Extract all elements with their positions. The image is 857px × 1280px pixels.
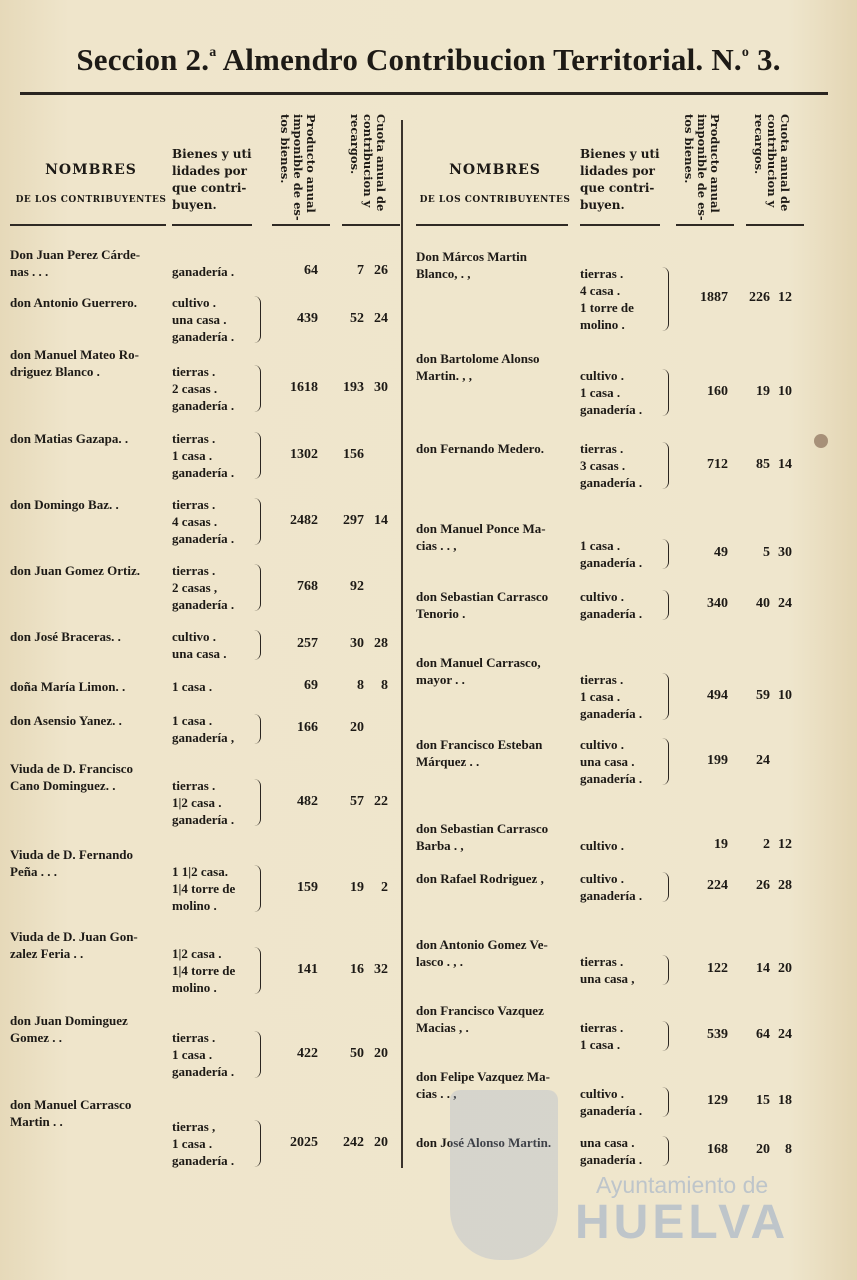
brace-mark <box>662 872 669 902</box>
quota-reales: 57 <box>350 793 364 809</box>
product-value: 49 <box>714 545 728 560</box>
header-rule-2 <box>272 224 330 226</box>
goods-list: cultivo . ganadería . <box>580 1086 643 1118</box>
brace-mark <box>254 365 261 412</box>
product-value: 129 <box>707 1093 728 1108</box>
contributor-name: don Domingo Baz. . <box>10 497 119 512</box>
quota-maravedis: 28 <box>778 878 792 893</box>
goods-list: 1 casa . ganadería . <box>580 538 643 570</box>
contributor-name: Viuda de D. Fernando Peña . . . <box>10 847 134 879</box>
quota-maravedis: 22 <box>374 793 388 809</box>
goods-list: tierras . 3 casas . ganadería . <box>580 441 643 490</box>
header-names <box>416 110 574 228</box>
product-value: 422 <box>297 1045 318 1061</box>
contributor-name: don Felipe Vazquez Ma- cias . . , <box>416 1069 550 1101</box>
product-value: 439 <box>297 310 318 326</box>
quota-reales: 16 <box>350 961 364 977</box>
contributor-name: don Asensio Yanez. . <box>10 713 122 728</box>
header-rule-2 <box>676 224 734 226</box>
quota-reales: 19 <box>756 383 770 399</box>
quota-reales: 297 <box>343 512 364 528</box>
quota-reales: 30 <box>350 636 364 651</box>
quota-reales: 242 <box>343 1134 364 1150</box>
product-value: 19 <box>714 836 728 852</box>
quota-maravedis: 20 <box>374 1134 388 1150</box>
quota-maravedis: 24 <box>778 596 792 611</box>
title-number-label: N. <box>711 42 742 77</box>
title-number-sup: o <box>741 45 750 60</box>
quota-reales: 8 <box>357 677 364 693</box>
contributor-name: Viuda de D. Francisco Cano Dominguez. . <box>10 761 134 793</box>
product-value: 539 <box>707 1027 728 1042</box>
product-value: 340 <box>707 596 728 611</box>
brace-mark <box>254 630 261 660</box>
quota-reales: 85 <box>756 456 770 472</box>
product-value: 257 <box>297 636 318 651</box>
header-rule-1 <box>580 224 660 226</box>
quota-maravedis: 18 <box>778 1093 792 1108</box>
product-value: 122 <box>707 961 728 976</box>
goods-list: tierras . 1 casa . <box>580 1020 624 1052</box>
quota-reales: 64 <box>756 1027 770 1042</box>
brace-mark <box>662 267 669 331</box>
header-rule-3 <box>342 224 400 226</box>
goods-list: una casa . ganadería . <box>580 1135 643 1167</box>
header-rule-1 <box>172 224 252 226</box>
quota-reales: 15 <box>756 1093 770 1108</box>
header-product: Producto anual imponible de es- tos bienes. <box>278 114 318 221</box>
contributor-name: don José Alonso Martin. <box>416 1135 552 1150</box>
goods-list: tierras . 1 casa . ganadería . <box>172 1030 235 1079</box>
brace-mark <box>662 1021 669 1051</box>
contributor-name: don Manuel Ponce Ma- cias . . , <box>416 521 546 553</box>
contributor-name: don Rafael Rodriguez , <box>416 871 544 886</box>
brace-mark <box>254 714 261 744</box>
brace-mark <box>662 955 669 985</box>
quota-reales: 7 <box>357 262 364 278</box>
header-names <box>10 110 172 228</box>
brace-mark <box>254 296 261 343</box>
contributor-name: don Antonio Guerrero. <box>10 295 138 310</box>
header-quota: Cuota anual de contribucion y recargos. <box>752 114 792 212</box>
header-goods: Bienes y uti lidades por que contri- buyen. <box>172 147 252 212</box>
product-value: 712 <box>707 456 728 472</box>
goods-list: cultivo . ganadería . <box>580 871 643 903</box>
quota-maravedis: 8 <box>381 677 388 693</box>
contributor-name: Don Márcos Martin Blanco, . , <box>416 249 527 281</box>
goods-list: 1 casa . ganadería , <box>172 713 235 745</box>
goods-list: cultivo . una casa . ganadería . <box>580 737 643 786</box>
brace-mark <box>662 442 669 489</box>
contributor-name: don Juan Gomez Ortiz. <box>10 563 140 578</box>
product-value: 64 <box>304 262 318 278</box>
quota-maravedis: 12 <box>778 836 792 852</box>
quota-reales: 193 <box>343 379 364 395</box>
header-rule-0 <box>10 224 166 226</box>
contributor-name: Viuda de D. Juan Gon- zalez Feria . . <box>10 929 138 961</box>
quota-reales: 26 <box>756 878 770 893</box>
product-value: 2025 <box>290 1134 318 1150</box>
goods-list: cultivo . <box>580 838 625 853</box>
quota-reales: 19 <box>350 879 364 895</box>
brace-mark <box>254 1120 261 1167</box>
contributor-name: don Manuel Carrasco Martin . . <box>10 1097 132 1129</box>
quota-maravedis: 24 <box>778 1027 792 1042</box>
contributor-name: don Fernando Medero. <box>416 441 544 456</box>
quota-maravedis: 24 <box>374 310 388 326</box>
brace-mark <box>254 779 261 826</box>
product-value: 159 <box>297 879 318 895</box>
header-rule-3 <box>746 224 804 226</box>
header-names-label: NOMBRES <box>45 162 137 178</box>
quota-maravedis: 2 <box>381 879 388 895</box>
quota-reales: 20 <box>756 1142 770 1157</box>
quota-reales: 59 <box>756 687 770 703</box>
contributor-name: don Antonio Gomez Ve- lasco . , . <box>416 937 548 969</box>
watermark-line1: Ayuntamiento de <box>596 1172 769 1198</box>
brace-mark <box>254 432 261 479</box>
quota-maravedis: 30 <box>374 379 388 395</box>
brace-mark <box>662 590 669 620</box>
product-value: 141 <box>297 961 318 977</box>
product-value: 768 <box>297 578 318 594</box>
contributor-name: don Manuel Carrasco, mayor . . <box>416 655 541 687</box>
quota-reales: 226 <box>749 290 770 305</box>
watermark <box>575 1172 789 1247</box>
column-divider <box>401 120 403 1168</box>
product-value: 168 <box>707 1142 728 1157</box>
header-quota: Cuota anual de contribucion y recargos. <box>348 114 388 212</box>
title-section: Seccion 2. <box>76 42 210 77</box>
quota-maravedis: 12 <box>778 290 792 305</box>
watermark-line2: HUELVA <box>575 1196 790 1249</box>
header-names-label: NOMBRES <box>449 162 541 178</box>
brace-mark <box>662 673 669 720</box>
product-value: 224 <box>707 878 728 893</box>
product-value: 2482 <box>290 512 318 528</box>
contributor-name: don José Braceras. . <box>10 629 121 644</box>
contributor-name: don Bartolome Alonso Martin. , , <box>416 351 540 383</box>
goods-list: tierras . 4 casas . ganadería . <box>172 497 235 546</box>
product-value: 494 <box>707 687 728 703</box>
goods-list: tierras . 1|2 casa . ganadería . <box>172 778 235 827</box>
quota-maravedis: 26 <box>374 262 388 278</box>
product-value: 1887 <box>700 290 728 305</box>
quota-reales: 14 <box>756 961 770 976</box>
goods-list: 1 casa . <box>172 679 213 694</box>
contributor-name: don Sebastian Carrasco Tenorio . <box>416 589 549 621</box>
product-value: 160 <box>707 383 728 399</box>
quota-reales: 92 <box>350 578 364 594</box>
brace-mark <box>662 539 669 569</box>
quota-maravedis: 20 <box>778 961 792 976</box>
brace-mark <box>254 865 261 912</box>
header-rule <box>20 92 828 95</box>
product-value: 482 <box>297 793 318 809</box>
title-section-sup: a <box>209 45 217 60</box>
goods-list: cultivo . 1 casa . ganadería . <box>580 368 643 417</box>
header-product: Producto anual imponible de es- tos bienes. <box>682 114 722 221</box>
city-seal-watermark <box>450 1090 558 1260</box>
header-names-sub: DE LOS CONTRIBUYENTES <box>419 195 571 205</box>
goods-list: cultivo . una casa . ganadería . <box>172 295 235 344</box>
contributor-name: Don Juan Perez Cárde- nas . . . <box>10 247 141 279</box>
quota-maravedis: 14 <box>374 512 388 528</box>
quota-reales: 24 <box>756 752 770 768</box>
quota-reales: 20 <box>350 720 364 735</box>
product-value: 166 <box>297 720 318 735</box>
goods-list: tierras , 1 casa . ganadería . <box>172 1119 235 1168</box>
quota-reales: 50 <box>350 1045 364 1061</box>
product-value: 1302 <box>290 446 318 462</box>
title-text: Almendro Contribucion Territorial. <box>222 42 704 77</box>
product-value: 1618 <box>290 379 318 395</box>
quota-maravedis: 10 <box>778 687 792 703</box>
contributor-name: don Juan Dominguez Gomez . . <box>10 1013 128 1045</box>
goods-list: tierras . una casa , <box>580 954 635 986</box>
goods-list: tierras . 1 casa . ganadería . <box>580 672 643 721</box>
header-rule-0 <box>416 224 568 226</box>
quota-reales: 52 <box>350 310 364 326</box>
brace-mark <box>254 1031 261 1078</box>
quota-maravedis: 8 <box>785 1142 792 1157</box>
goods-list: cultivo . ganadería . <box>580 589 643 621</box>
product-value: 69 <box>304 677 318 693</box>
goods-list: 1 1|2 casa. 1|4 torre de molino . <box>172 864 236 913</box>
title-number: 3. <box>757 42 781 77</box>
contributor-name: don Sebastian Carrasco Barba . , <box>416 821 549 853</box>
contributor-name: don Francisco Esteban Márquez . . <box>416 737 543 769</box>
goods-list: 1|2 casa . 1|4 torre de molino . <box>172 946 236 995</box>
page-title <box>0 42 857 78</box>
brace-mark <box>662 1087 669 1117</box>
goods-list: tierras . 2 casas , ganadería . <box>172 563 235 612</box>
quota-maravedis: 14 <box>778 456 792 472</box>
contributor-name: don Matias Gazapa. . <box>10 431 129 446</box>
quota-maravedis: 30 <box>778 545 792 560</box>
quota-maravedis: 10 <box>778 383 792 399</box>
quota-reales: 5 <box>763 545 770 560</box>
quota-maravedis: 20 <box>374 1045 388 1061</box>
contributor-name: don Manuel Mateo Ro- driguez Blanco . <box>10 347 139 379</box>
contributor-name: doña María Limon. . <box>10 679 126 694</box>
product-value: 199 <box>707 752 728 768</box>
quota-reales: 40 <box>756 596 770 611</box>
goods-list: cultivo . una casa . <box>172 629 227 661</box>
goods-list: ganadería . <box>172 264 235 279</box>
brace-mark <box>662 1136 669 1166</box>
header-names-sub: DE LOS CONTRIBUYENTES <box>15 195 167 205</box>
quota-maravedis: 32 <box>374 961 388 977</box>
brace-mark <box>254 498 261 545</box>
goods-list: tierras . 4 casa . 1 torre de molino . <box>580 266 634 332</box>
goods-list: tierras . 2 casas . ganadería . <box>172 364 235 413</box>
quota-reales: 156 <box>343 446 364 462</box>
brace-mark <box>662 738 669 785</box>
contributor-name: don Francisco Vazquez Macias , . <box>416 1003 544 1035</box>
quota-reales: 2 <box>763 836 770 852</box>
brace-mark <box>254 947 261 994</box>
quota-maravedis: 28 <box>374 636 388 651</box>
goods-list: tierras . 1 casa . ganadería . <box>172 431 235 480</box>
header-goods: Bienes y uti lidades por que contri- buyen. <box>580 147 660 212</box>
paper-stain <box>814 434 828 448</box>
brace-mark <box>662 369 669 416</box>
brace-mark <box>254 564 261 611</box>
